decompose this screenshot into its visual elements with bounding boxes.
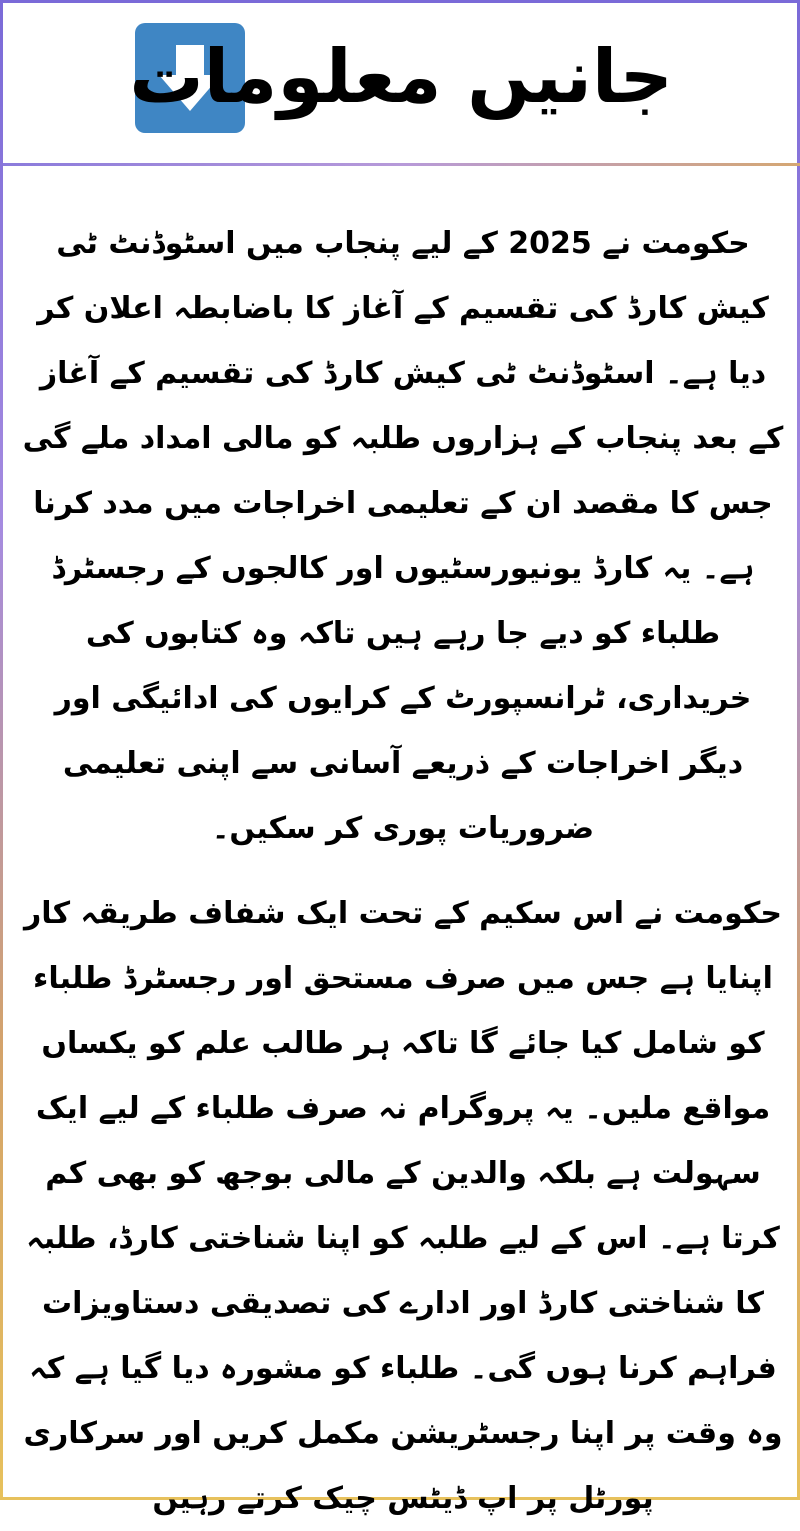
article-paragraph-2: حکومت نے اس سکیم کے تحت ایک شفاف طریقہ کار اپنایا ہے جس میں صرف مستحق اور رجسٹرڈ طلباء کو شامل کیا جائے گا تاکہ ہر طالب علم کو یکساں مواقع ملیں۔ یہ پروگرام نہ صرف طلباء کے لیے ایک سہولت ہے بلکہ والدین کے مالی بوجھ کو بھی کم کرتا ہے۔ اس کے لیے طلبہ کو اپنا شناختی کارڈ، طلبہ کا شناختی کارڈ اور ادارے کی تصدیقی دستاویزات فراہم کرنا ہوں گی۔ طلباء کو مشورہ دیا گیا ہے کہ وہ وقت پر اپنا رجسٹریشن مکمل کریں اور سرکاری پورٹل پر اپ ڈیٹس چیک کرتے رہیں — [23, 896, 783, 1516]
header-divider — [3, 163, 800, 166]
page-title: جانیں معلومات — [129, 34, 673, 120]
paragraph-spacer — [3, 803, 800, 843]
header — [3, 17, 800, 137]
article-paragraph-1: حکومت نے 2025 کے لیے پنجاب میں اسٹوڈنٹ ٹی کیش کارڈ کی تقسیم کے آغاز کا باضابطہ اعلان کر دیا ہے۔ اسٹوڈنٹ ٹی کیش کارڈ کی تقسیم کے آغاز کے بعد پنجاب کے ہزاروں طلبہ کو مالی امداد ملے گی جس کا مقصد ان کے تعلیمی اخراجات میں مدد کرنا ہے۔ یہ کارڈ یونیورسٹیوں اور کالجوں کے رجسٹرڈ طلباء کو دیے جا رہے ہیں تاکہ وہ کتابوں کی خریداری، ٹرانسپورٹ کے کرایوں کی ادائیگی اور دیگر اخراجات کے ذریعے آسانی سے اپنی تعلیمی ضروریات پوری کر سکیں۔ — [22, 226, 784, 846]
